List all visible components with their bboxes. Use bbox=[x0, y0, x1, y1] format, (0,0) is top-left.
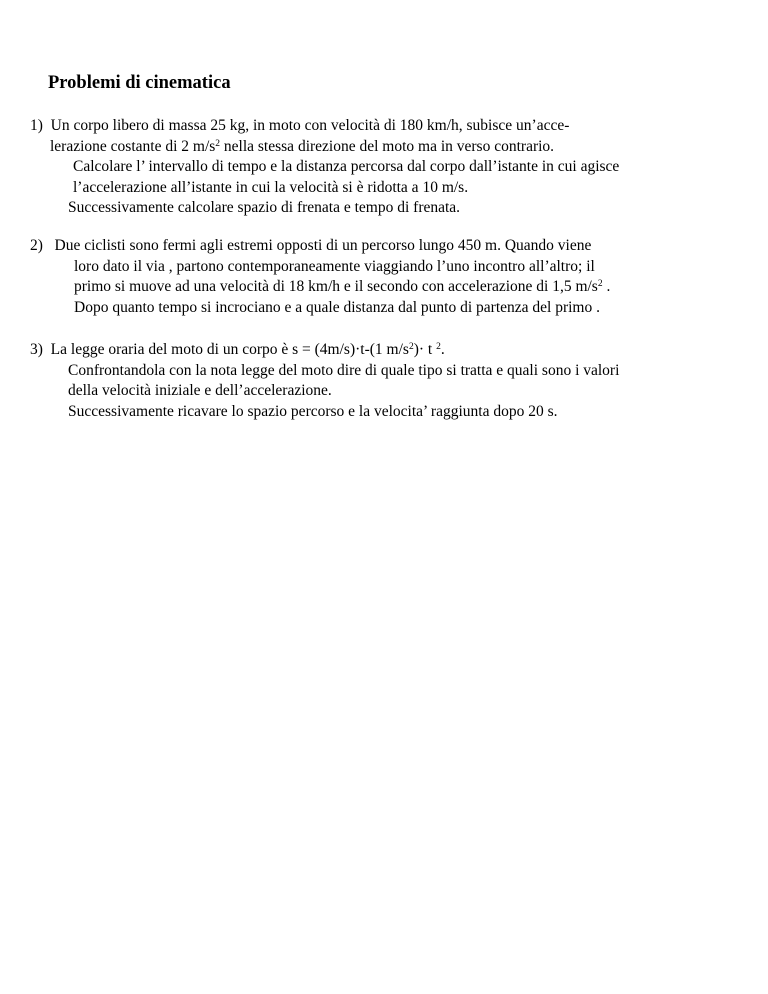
problem-3-text-3: della velocità iniziale e dell’accelerazione. bbox=[68, 382, 332, 399]
problem-2-exponent: 2 bbox=[597, 279, 603, 289]
problem-1-exponent: 2 bbox=[215, 138, 221, 149]
problem-3-exponent-1: 2 bbox=[408, 342, 414, 352]
problem-1-line-5 bbox=[30, 198, 619, 219]
problem-1-line-3 bbox=[30, 157, 619, 178]
problem-2 bbox=[30, 236, 610, 318]
problem-2-line-3 bbox=[30, 277, 610, 298]
problem-3-line-1 bbox=[30, 340, 619, 361]
problem-3 bbox=[30, 340, 619, 422]
problem-1-line-1 bbox=[30, 116, 619, 137]
problem-3-text-2: Confrontandola con la nota legge del moto dire di quale tipo si tratta e quali sono i valori bbox=[68, 361, 620, 379]
problem-3-line-4 bbox=[30, 402, 619, 423]
problem-1-text-2b: nella stessa direzione del moto ma in verso contrario. bbox=[220, 137, 555, 155]
problem-1-text-5: Successivamente calcolare spazio di frenata e tempo di frenata. bbox=[68, 199, 461, 216]
problem-2-line-2 bbox=[30, 257, 610, 278]
problem-2-text-3a: primo si muove ad una velocità di 18 km/h e il secondo con accelerazione di 1,5 m/s bbox=[74, 278, 598, 295]
problem-3-line-3 bbox=[30, 381, 619, 402]
problem-2-line-4 bbox=[30, 298, 610, 319]
problem-1-text-3: Calcolare l’ intervallo di tempo e la distanza percorsa dal corpo dall’istante in cui agisce bbox=[73, 158, 620, 175]
problem-1-line-2 bbox=[30, 137, 619, 158]
problem-3-number: 3) bbox=[30, 341, 43, 358]
problem-2-text-1: Due ciclisti sono fermi agli estremi opposti di un percorso lungo 450 m. Quando viene bbox=[54, 237, 592, 254]
problem-1-text-1: Un corpo libero di massa 25 kg, in moto con velocità di 180 km/h, subisce un’acce- bbox=[50, 117, 570, 134]
problem-2-text-4: Dopo quanto tempo si incrociano e a quale distanza dal punto di partenza del primo . bbox=[74, 298, 600, 316]
problem-2-text-2: loro dato il via , partono contemporaneamente viaggiando l’uno incontro all’altro; il bbox=[74, 257, 595, 275]
problem-3-text-4: Successivamente ricavare lo spazio percorso e la velocita’ raggiunta dopo 20 s. bbox=[68, 402, 558, 420]
problem-1-text-2a: lerazione costante di 2 m/s bbox=[50, 137, 216, 155]
problem-3-line-2 bbox=[30, 361, 619, 382]
problem-2-text-3b: . bbox=[602, 278, 611, 295]
problem-1 bbox=[30, 116, 619, 219]
problem-1-text-4: l’accelerazione all’istante in cui la velocità si è ridotta a 10 m/s. bbox=[73, 178, 469, 196]
problem-1-line-4 bbox=[30, 178, 619, 199]
problem-2-number: 2) bbox=[30, 237, 43, 254]
problem-3-text-1c: . bbox=[440, 341, 445, 358]
page-title: Problemi di cinematica bbox=[48, 73, 231, 93]
problem-1-number: 1) bbox=[30, 117, 43, 134]
problem-3-exponent-2: 2 bbox=[436, 342, 441, 352]
problem-2-line-1 bbox=[30, 236, 610, 257]
problem-3-text-1b: )· t bbox=[413, 341, 437, 358]
problem-3-text-1a: La legge oraria del moto di un corpo è s = (4m/s)·t-(1 m/s bbox=[50, 341, 409, 358]
